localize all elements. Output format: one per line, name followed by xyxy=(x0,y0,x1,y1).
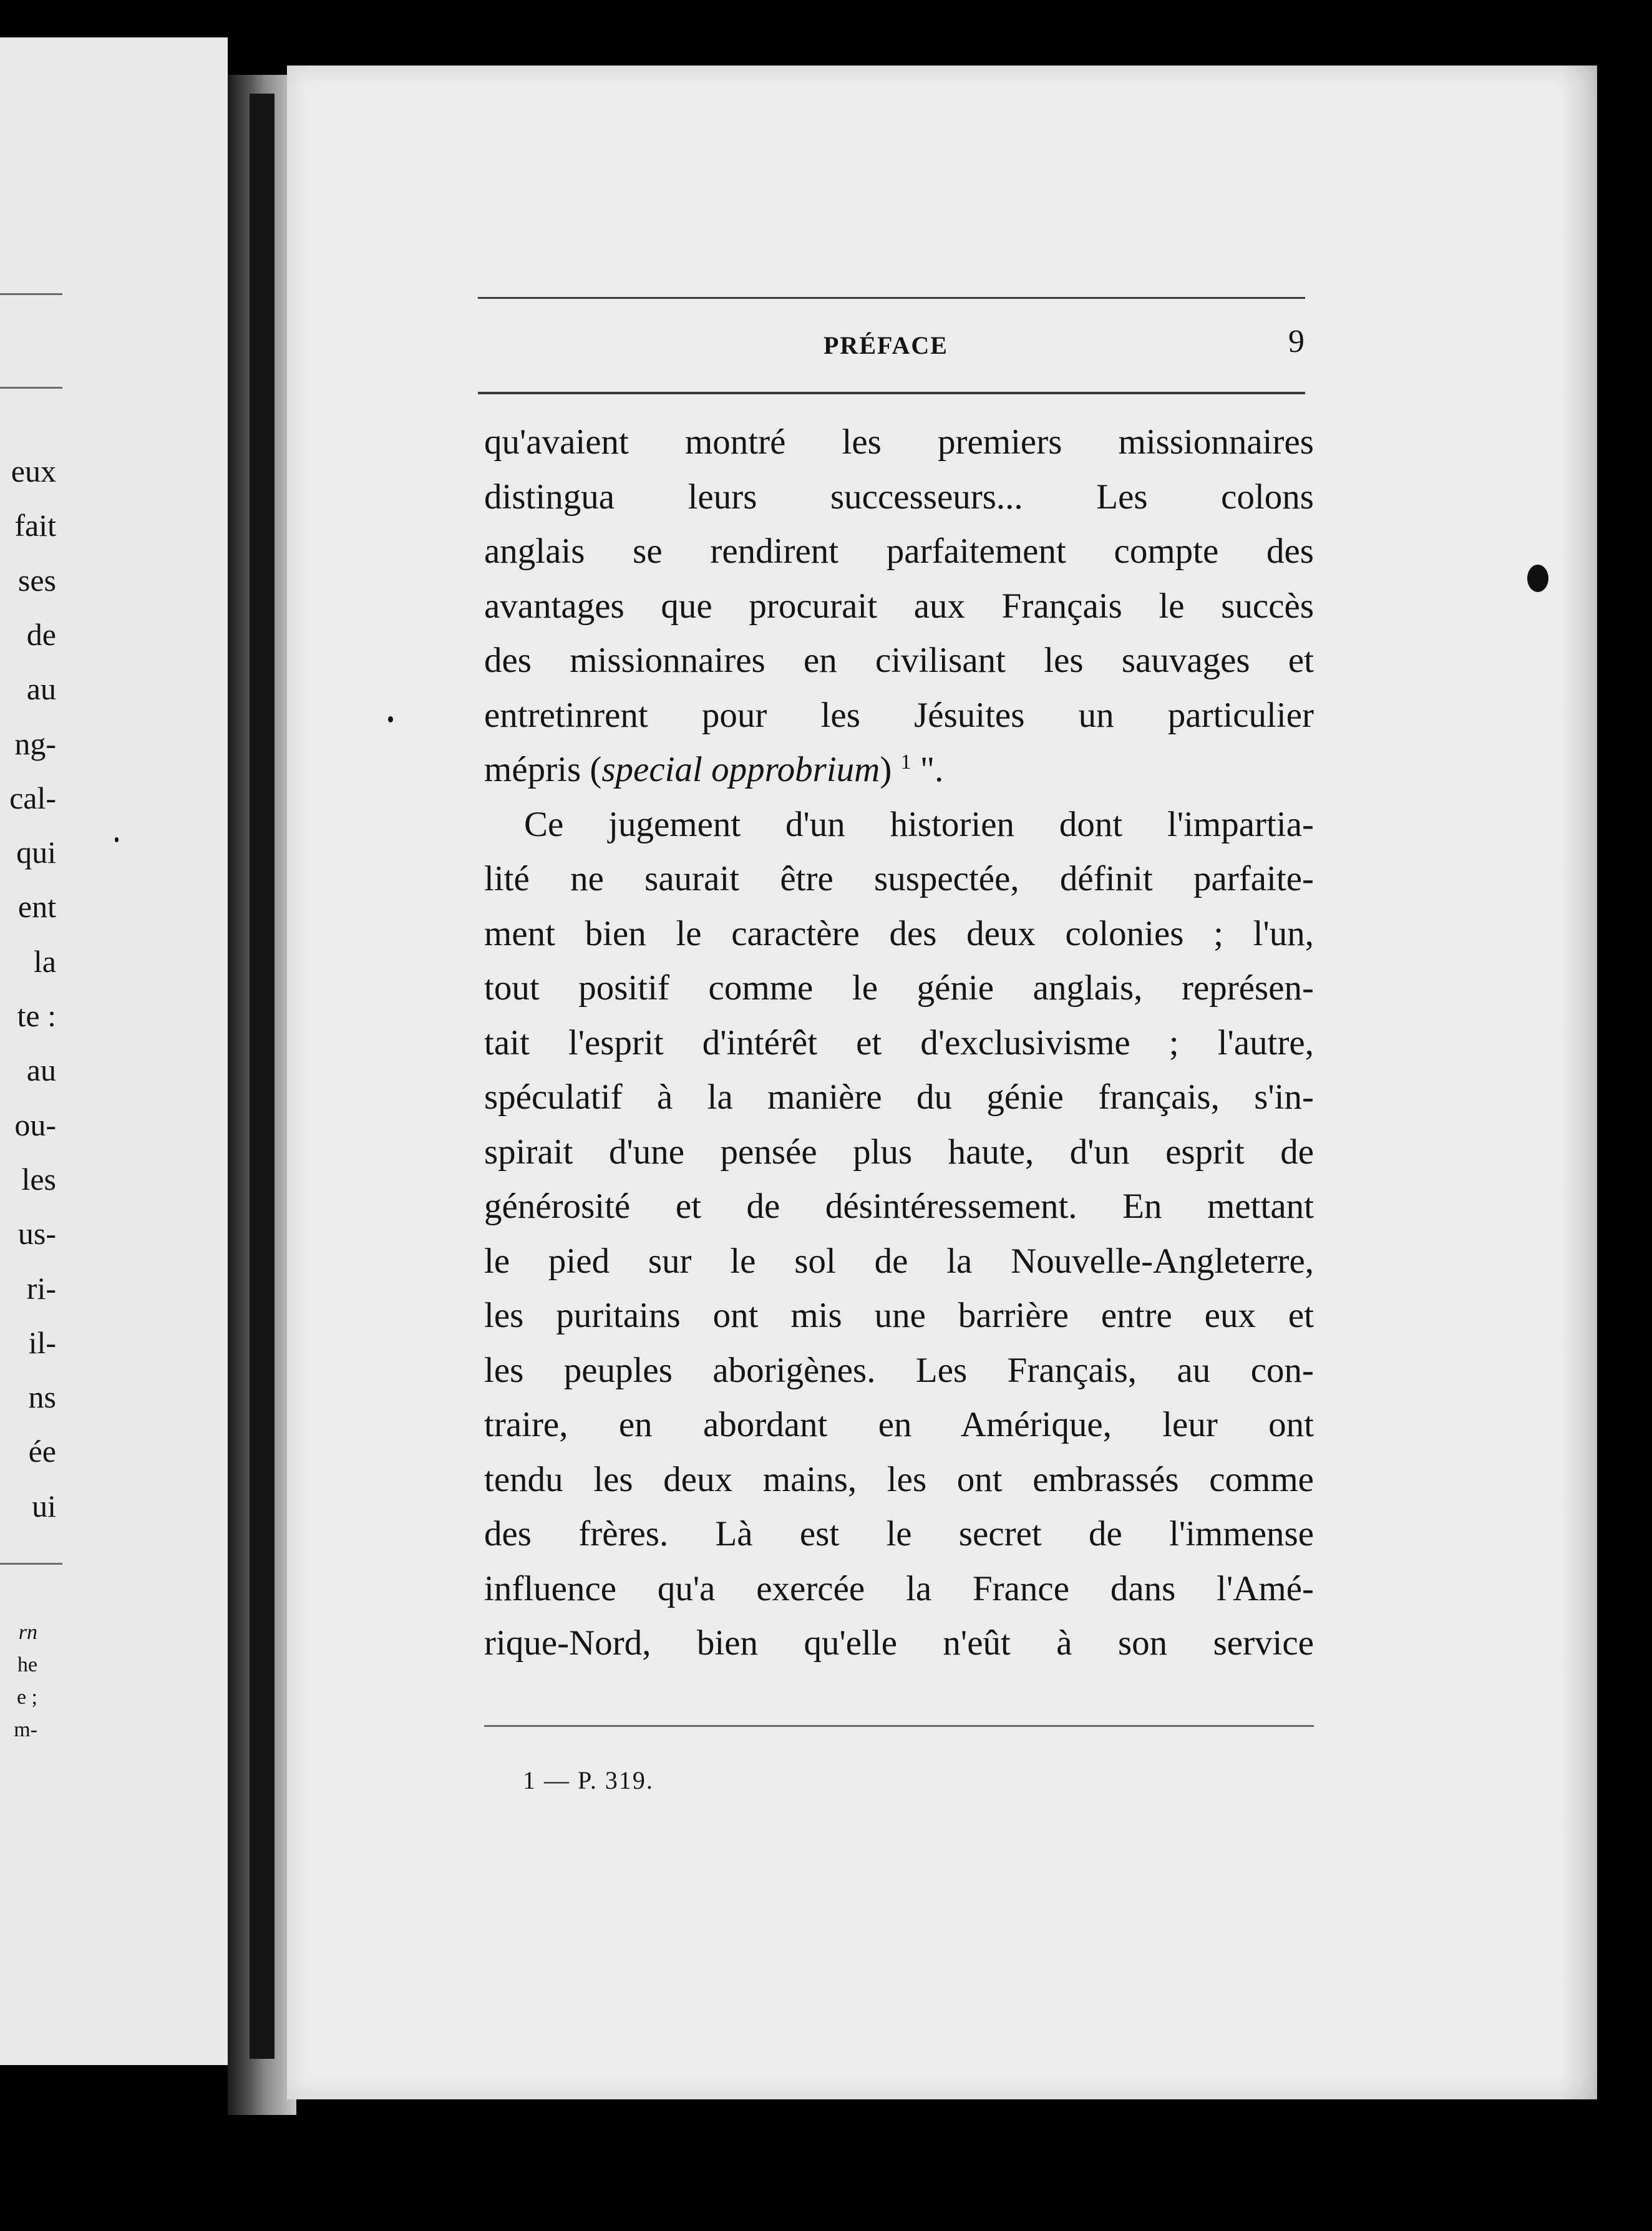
gutter-shadow xyxy=(250,94,275,2059)
left-page-text-fragment: ui xyxy=(32,1488,56,1524)
scan-speck xyxy=(115,837,119,842)
italic-quote: special opprobrium xyxy=(601,750,880,789)
text-line: rique-Nord, bien qu'elle n'eût à son service xyxy=(484,1623,1314,1663)
text-line: entretinrent pour les Jésuites un particulier xyxy=(484,695,1314,735)
text-line: les peuples aborigènes. Les Français, au con- xyxy=(484,1350,1314,1390)
left-page-text-fragment: ri- xyxy=(26,1270,56,1306)
text-line: le pied sur le sol de la Nouvelle-Angleterre, xyxy=(484,1241,1314,1281)
left-page-footnote-fragment: m- xyxy=(14,1718,37,1741)
scan-speck xyxy=(388,716,393,722)
left-page-fragment xyxy=(0,37,228,2065)
text-line: qu'avaient montré les premiers missionnaires xyxy=(484,422,1314,462)
text-fragment: mépris ( xyxy=(484,750,602,789)
left-page-footnote-fragment: rn xyxy=(18,1621,37,1644)
left-page-text-fragment: au xyxy=(26,671,56,707)
left-page-text-fragment: fait xyxy=(14,508,56,543)
text-line: spirait d'une pensée plus haute, d'un esprit de xyxy=(484,1132,1314,1172)
left-page-text-fragment: ns xyxy=(28,1379,56,1415)
left-page-text-fragment: ent xyxy=(17,889,56,925)
left-page-text-fragment: de xyxy=(26,616,56,652)
text-line: tendu les deux mains, les ont embrassés comme xyxy=(484,1459,1314,1499)
text-line: des frères. Là est le secret de l'immense xyxy=(484,1514,1314,1553)
left-page-text-fragment: il- xyxy=(28,1325,56,1360)
page-edge-shade xyxy=(1560,66,1597,2099)
running-title: PRÉFACE xyxy=(824,331,948,359)
text-line: Ce jugement d'un historien dont l'impartia- xyxy=(524,804,1314,844)
text-line: tait l'esprit d'intérêt et d'exclusivisme ; l'autre, xyxy=(484,1023,1314,1062)
footnote-reference: 1 xyxy=(900,751,911,774)
left-page-footnote-rule xyxy=(0,1563,62,1565)
scan-speck xyxy=(1527,565,1548,592)
text-line: les puritains ont mis une barrière entre eux et xyxy=(484,1296,1314,1335)
left-page-text-fragment: ses xyxy=(17,562,56,598)
text-line: des missionnaires en civilisant les sauvages et xyxy=(484,641,1314,680)
text-line: traire, en abordant en Amérique, leur ont xyxy=(484,1405,1314,1444)
text-line: ment bien le caractère des deux colonies ; l'un, xyxy=(484,913,1314,953)
body-text xyxy=(484,415,1314,1671)
left-page-text-fragment: ée xyxy=(28,1434,56,1469)
left-page-text-fragment: ng- xyxy=(14,726,56,761)
text-line: avantages que procurait aux Français le succès xyxy=(484,586,1314,626)
left-page-text-fragment: eux xyxy=(11,454,56,488)
header-top-rule xyxy=(478,297,1305,299)
left-page-text-fragment: la xyxy=(33,943,56,979)
page-number: 9 xyxy=(1288,324,1305,359)
text-line: lité ne saurait être suspectée, définit parfaite- xyxy=(484,859,1314,898)
left-page-text-fragments xyxy=(0,37,228,2065)
text-line: spéculatif à la manière du génie français, s'in- xyxy=(484,1077,1314,1117)
header-bottom-rule xyxy=(478,392,1305,394)
left-page-text-fragment: us- xyxy=(17,1216,56,1252)
text-fragment: ) xyxy=(880,750,892,789)
footnote: 1 — P. 319. xyxy=(523,1766,654,1794)
left-page-text-fragment: les xyxy=(21,1161,56,1197)
left-page-text-fragment: au xyxy=(26,1052,56,1088)
left-page-text-fragment: te : xyxy=(17,998,56,1033)
text-line: tout positif comme le génie anglais, représen- xyxy=(484,968,1314,1008)
left-page-footnote-fragment: e ; xyxy=(16,1686,37,1709)
footnote-rule xyxy=(484,1725,1314,1727)
left-page-footnote-fragment: he xyxy=(17,1653,37,1676)
text-line: anglais se rendirent parfaitement compte des xyxy=(484,532,1314,571)
text-line: influence qu'a exercée la France dans l'Amé- xyxy=(484,1568,1314,1608)
paragraph xyxy=(484,797,1314,1671)
text-line: générosité et de désintéressement. En mettant xyxy=(484,1187,1314,1226)
text-fragment: ". xyxy=(911,750,944,789)
left-page-text-fragment: ou- xyxy=(14,1107,56,1142)
text-line: distingua leurs successeurs... Les colons xyxy=(484,477,1314,517)
text-line-with-note-ref xyxy=(484,742,1314,797)
left-page-text-fragment: cal- xyxy=(9,780,56,815)
left-page-text-fragment: qui xyxy=(16,835,56,870)
